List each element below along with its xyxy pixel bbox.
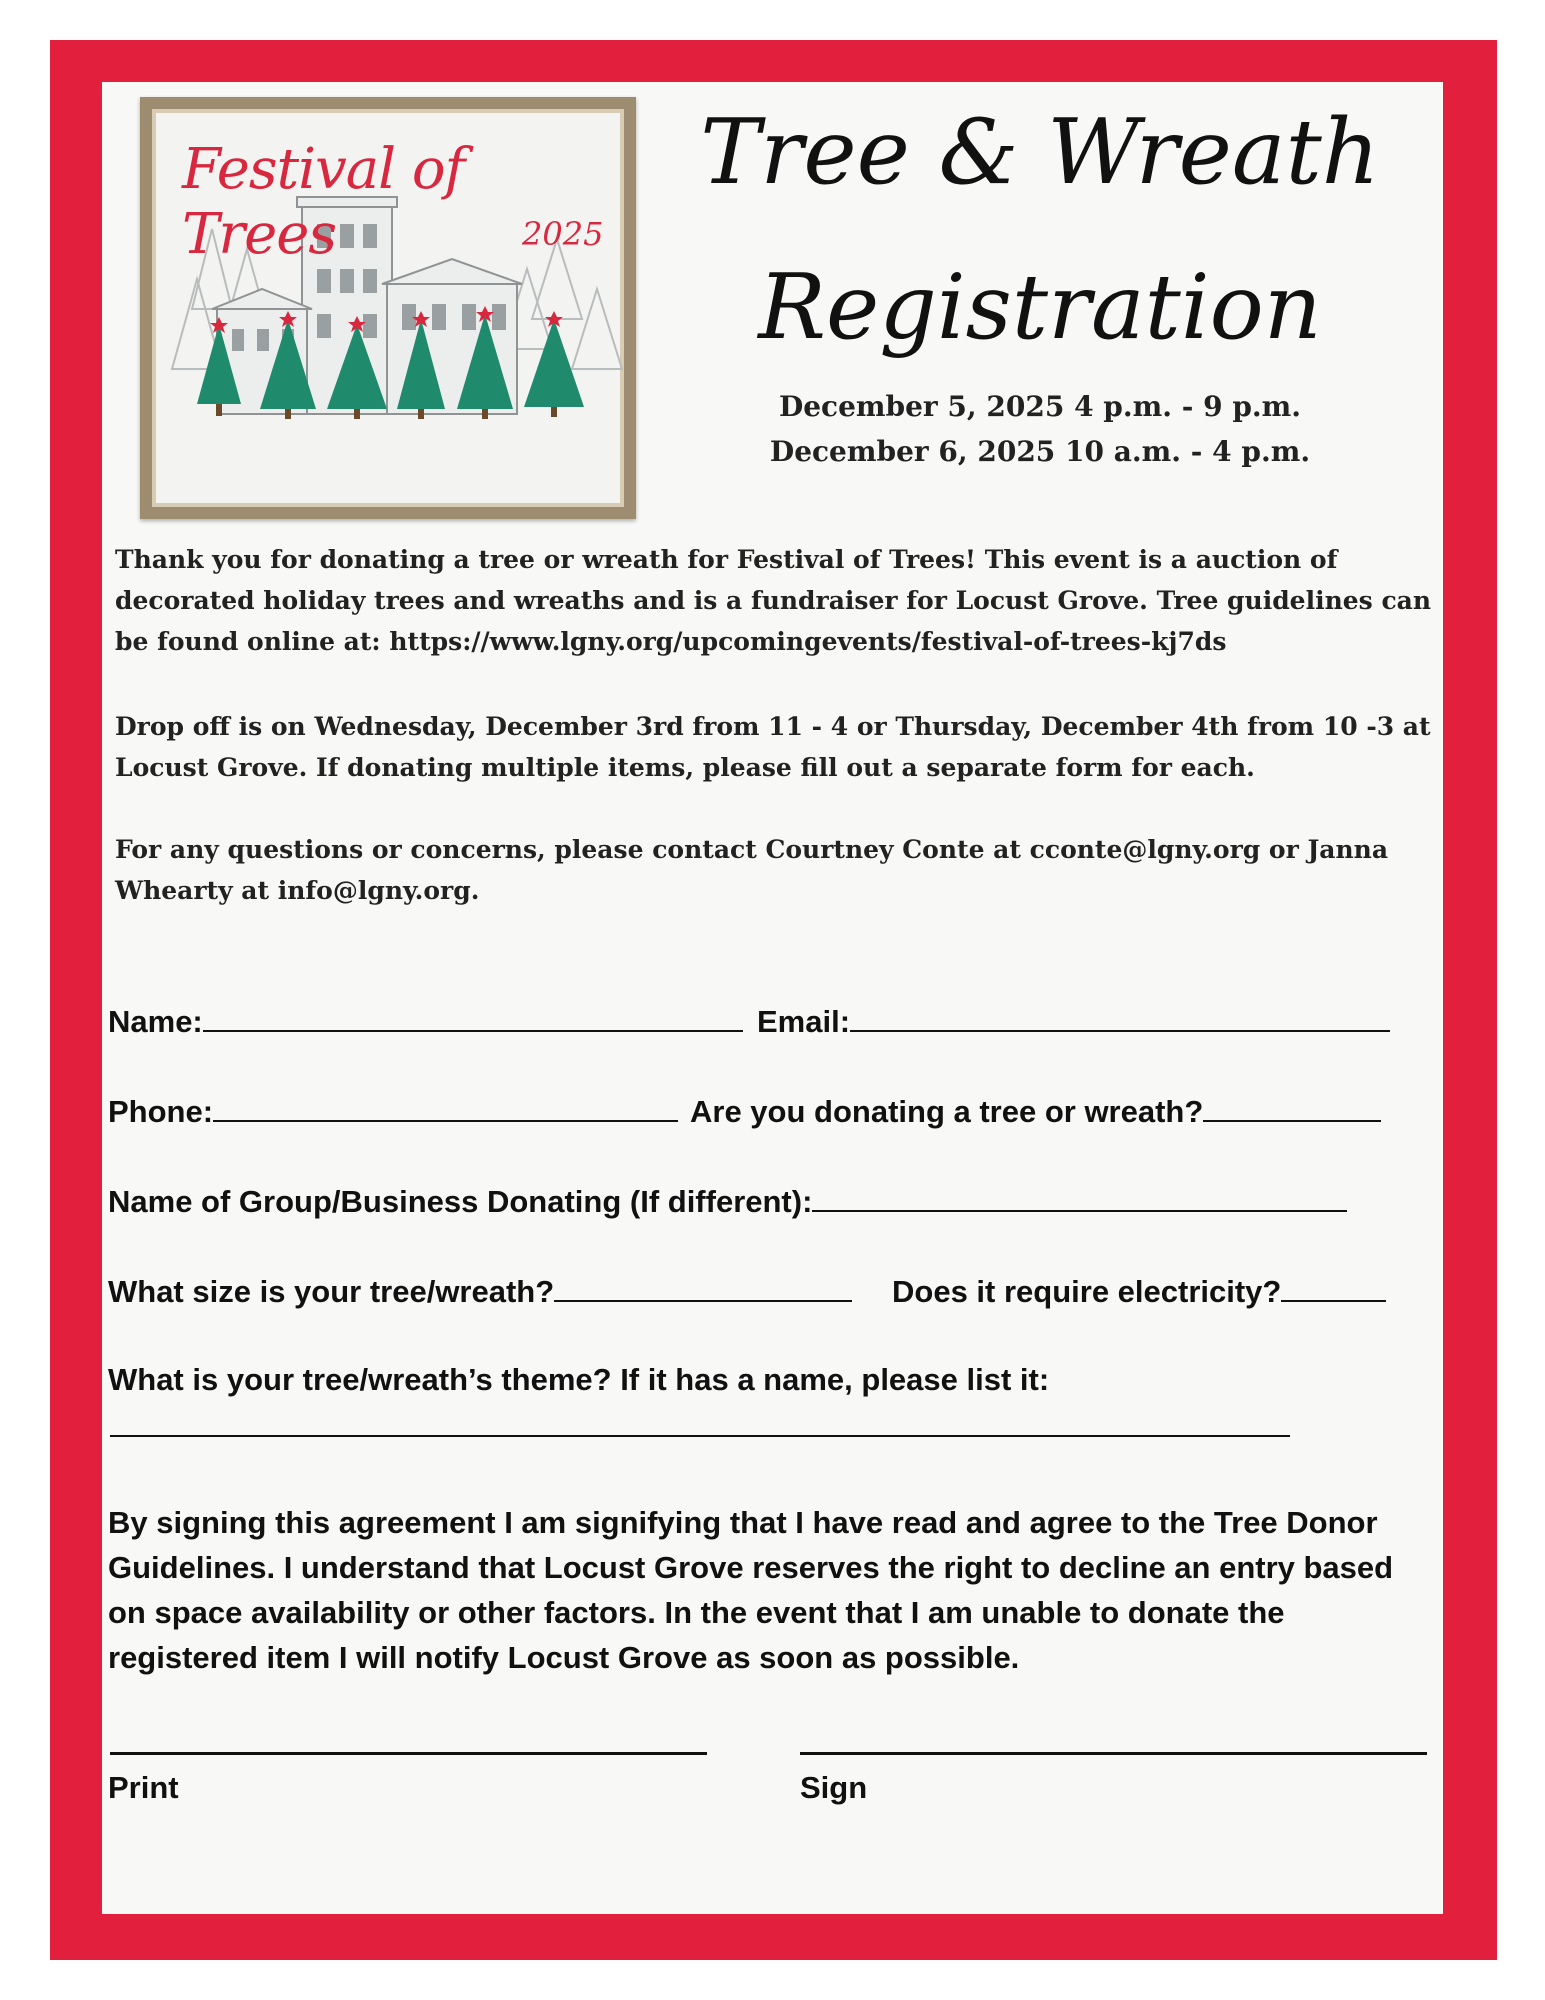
theme-label: What is your tree/wreath’s theme? If it has a name, please list it: [108,1362,1050,1397]
logo-year: 2025 [522,215,604,253]
festival-logo [140,97,636,519]
theme-input-line[interactable] [110,1435,1290,1437]
event-date-2: December 6, 2025 10 a.m. - 4 p.m. [769,435,1311,468]
tree-or-wreath-input-line[interactable] [1203,1092,1381,1122]
agreement-text: By signing this agreement I am signifying that I have read and agree to the Tree Donor Guidelines. I understand that Locust Grove reserves the right to decline an entry based on space availability or other factors. In the event that I am unable to donate the registered item I will notify Locust Grove as soon as possible. [108,1505,1394,1675]
electricity-label: Does it require electricity? [892,1274,1282,1309]
tree-or-wreath-label: Are you donating a tree or wreath? [690,1094,1204,1129]
name-label: Name: [108,1004,203,1039]
print-name-line[interactable] [110,1752,707,1755]
name-input-line[interactable] [203,1002,743,1032]
phone-field[interactable] [108,1092,678,1130]
print-label: Print [108,1770,179,1805]
size-input-line[interactable] [554,1272,852,1302]
page-title-line-1: Tree & Wreath [700,100,1380,205]
tree-or-wreath-field[interactable] [690,1092,1381,1130]
electricity-field[interactable] [892,1272,1386,1310]
event-date-1: December 5, 2025 4 p.m. - 9 p.m. [778,390,1302,423]
contact-paragraph: For any questions or concerns, please contact Courtney Conte at cconte@lgny.org or Janna Whearty at info@lgny.org. [115,835,1389,905]
email-input-line[interactable] [850,1002,1390,1032]
drop-off-paragraph: Drop off is on Wednesday, December 3rd from 11 - 4 or Thursday, December 4th from 10 -3 at Locust Grove. If donating multiple items, please fill out a separate form for each. [115,712,1431,782]
email-field[interactable] [757,1002,1390,1040]
phone-input-line[interactable] [213,1092,678,1122]
group-label: Name of Group/Business Donating (If different): [108,1184,813,1219]
group-input-line[interactable] [812,1182,1347,1212]
logo-title: Festival of Trees [182,137,465,267]
sign-label: Sign [800,1770,868,1805]
phone-label: Phone: [108,1094,214,1129]
page-title-line-2: Registration [758,255,1322,360]
size-label: What size is your tree/wreath? [108,1274,555,1309]
email-label: Email: [757,1004,851,1039]
size-field[interactable] [108,1272,852,1310]
intro-paragraph: Thank you for donating a tree or wreath for Festival of Trees! This event is a auction of decorated holiday trees and wreaths and is a fundraiser for Locust Grove. Tree guidelines can be found online at: https://www.lgny.org/upcomingevents/festival-of-trees-kj7ds [115,545,1432,656]
name-field[interactable] [108,1002,743,1040]
signature-line[interactable] [800,1752,1427,1755]
group-field[interactable] [108,1182,1347,1220]
electricity-input-line[interactable] [1281,1272,1386,1302]
